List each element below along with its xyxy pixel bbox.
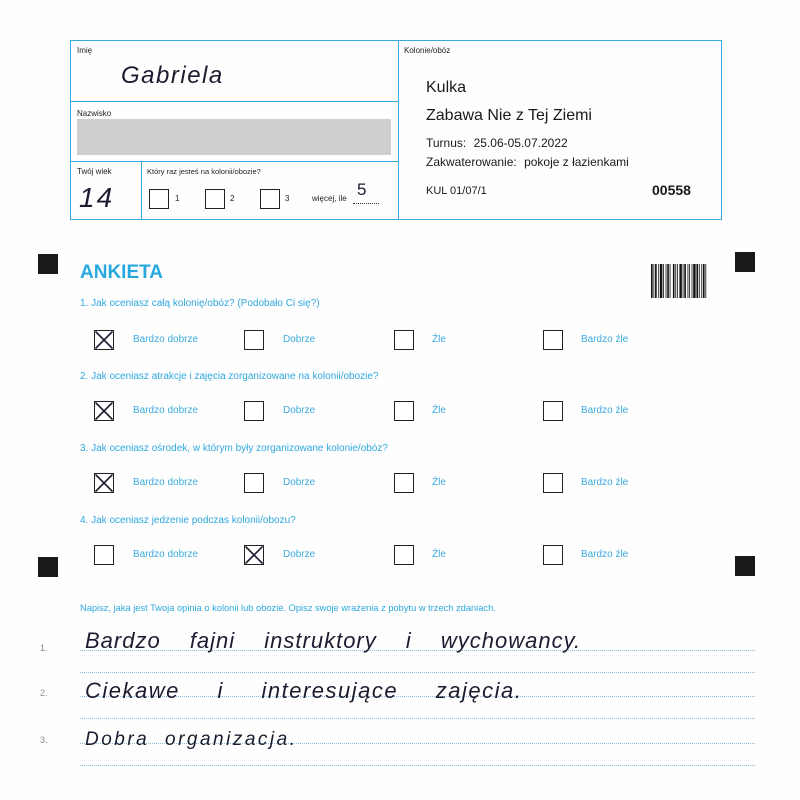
- check-mark-x: [243, 544, 265, 566]
- barcode-bar: [670, 264, 671, 298]
- option-very-bad-checkbox[interactable]: [543, 545, 563, 565]
- divider: [141, 161, 142, 219]
- writing-line: [80, 672, 755, 673]
- name-label: Imię: [77, 46, 93, 55]
- writing-line: [80, 765, 755, 766]
- visits-option-label: 3: [285, 194, 290, 203]
- option-bad-checkbox[interactable]: [394, 473, 414, 493]
- barcode-bar: [673, 264, 675, 298]
- registration-mark: [735, 252, 755, 272]
- barcode-bar: [696, 264, 698, 298]
- answer-text-2: Ciekawe i interesujące zajęcia.: [85, 678, 523, 703]
- answer-text-3: Dobra organizacja.: [85, 729, 298, 750]
- barcode-bar: [663, 264, 664, 298]
- registration-mark: [38, 254, 58, 274]
- opinion-prompt: Napisz, jaka jest Twoja opinia o kolonii lub obozie. Opisz swoje wrażenia z pobytu w trzech zdaniach.: [80, 603, 496, 613]
- redacted-surname: [77, 119, 391, 155]
- option-very-bad-checkbox[interactable]: [543, 330, 563, 350]
- option-good-label: Dobrze: [283, 549, 316, 560]
- answer-row-1: [0, 330, 800, 352]
- accommodation-label: Zakwaterowanie:: [426, 155, 517, 169]
- writing-line: [80, 718, 755, 719]
- option-good-label: Dobrze: [283, 405, 316, 416]
- age-label: Twój wiek: [77, 167, 112, 176]
- option-good-checkbox[interactable]: [244, 330, 264, 350]
- answer-number-2: 2.: [40, 688, 48, 698]
- barcode-bar: [679, 264, 681, 298]
- barcode-bar: [684, 264, 686, 298]
- option-very-good-label: Bardzo dobrze: [133, 549, 199, 560]
- option-very-good-checkbox[interactable]: [94, 401, 114, 421]
- camp-label: Kolonie/obóz: [404, 46, 451, 55]
- option-bad-label: Źle: [432, 334, 446, 345]
- barcode-bar: [699, 264, 700, 298]
- option-good-label: Dobrze: [283, 477, 316, 488]
- option-good-checkbox[interactable]: [244, 473, 264, 493]
- divider: [71, 101, 398, 102]
- option-very-bad-label: Bardzo źle: [581, 334, 629, 345]
- visits-option-label: 1: [175, 194, 180, 203]
- barcode-bar: [683, 264, 684, 298]
- camp-code: KUL 01/07/1: [426, 185, 487, 197]
- survey-title: ANKIETA: [80, 262, 164, 283]
- option-very-good-label: Bardzo dobrze: [133, 477, 199, 488]
- answer-row-2: [0, 401, 800, 423]
- check-mark-x: [93, 329, 115, 351]
- answer-row-3: [0, 473, 800, 495]
- answer-number-1: 1.: [40, 643, 48, 653]
- barcode-bar: [705, 264, 706, 298]
- option-very-good-label: Bardzo dobrze: [133, 334, 199, 345]
- question-1: 1. Jak oceniasz całą kolonię/obóz? (Podobało Ci się?): [80, 298, 320, 309]
- barcode-bar: [703, 264, 705, 298]
- divider: [71, 161, 398, 162]
- answer-text-1: Bardzo fajni instruktory i wychowancy.: [85, 628, 582, 653]
- option-bad-label: Źle: [432, 405, 446, 416]
- turnus-value: 25.06-05.07.2022: [473, 136, 568, 150]
- option-bad-checkbox[interactable]: [394, 545, 414, 565]
- option-good-checkbox[interactable]: [244, 401, 264, 421]
- option-very-bad-label: Bardzo źle: [581, 549, 629, 560]
- divider: [398, 41, 399, 219]
- barcode-bar: [667, 264, 669, 298]
- check-mark-x: [93, 400, 115, 422]
- option-very-good-label: Bardzo dobrze: [133, 405, 199, 416]
- visits-more-dotted-line: [353, 203, 379, 204]
- answer-number-3: 3.: [40, 735, 48, 745]
- participant-info-box: [70, 40, 722, 220]
- accommodation-value: pokoje z łazienkami: [524, 155, 629, 169]
- option-very-bad-label: Bardzo źle: [581, 477, 629, 488]
- visits-option-label: 2: [230, 194, 235, 203]
- barcode-bar: [693, 264, 695, 298]
- accommodation-line: [426, 155, 629, 169]
- name-value: Gabriela: [121, 62, 224, 89]
- form-number: 00558: [652, 182, 691, 198]
- barcode-bar: [658, 264, 659, 298]
- option-very-good-checkbox[interactable]: [94, 330, 114, 350]
- visits-checkbox-1[interactable]: [149, 189, 169, 209]
- turnus-label: Turnus:: [426, 136, 467, 150]
- visits-checkbox-2[interactable]: [205, 189, 225, 209]
- barcode-bar: [655, 264, 657, 298]
- option-very-bad-label: Bardzo źle: [581, 405, 629, 416]
- barcode-bar: [653, 264, 654, 298]
- camp-title: Zabawa Nie z Tej Ziemi: [426, 107, 592, 124]
- option-very-good-checkbox[interactable]: [94, 545, 114, 565]
- option-bad-label: Źle: [432, 549, 446, 560]
- age-value: 14: [79, 182, 115, 213]
- barcode-bar: [701, 264, 702, 298]
- barcode-bar: [666, 264, 667, 298]
- barcode-bar: [692, 264, 693, 298]
- option-very-bad-checkbox[interactable]: [543, 401, 563, 421]
- question-2: 2. Jak oceniasz atrakcje i zajęcia zorganizowane na kolonii/obozie?: [80, 371, 379, 382]
- question-4: 4. Jak oceniasz jedzenie podczas kolonii/obozu?: [80, 515, 296, 526]
- surname-label: Nazwisko: [77, 109, 112, 118]
- option-bad-checkbox[interactable]: [394, 330, 414, 350]
- turnus-line: [426, 136, 568, 150]
- barcode-bar: [677, 264, 678, 298]
- barcode: [651, 264, 707, 298]
- barcode-bar: [651, 264, 653, 298]
- option-very-good-checkbox[interactable]: [94, 473, 114, 493]
- barcode-bar: [688, 264, 689, 298]
- option-bad-checkbox[interactable]: [394, 401, 414, 421]
- barcode-bar: [689, 264, 690, 298]
- answer-row-4: [0, 545, 800, 567]
- option-good-label: Dobrze: [283, 334, 316, 345]
- visits-checkbox-3[interactable]: [260, 189, 280, 209]
- option-very-bad-checkbox[interactable]: [543, 473, 563, 493]
- option-bad-label: Źle: [432, 477, 446, 488]
- check-mark-x: [93, 472, 115, 494]
- barcode-bar: [675, 264, 676, 298]
- visits-label: Który raz jesteś na kolonii/obozie?: [147, 167, 261, 176]
- barcode-bar: [660, 264, 662, 298]
- visits-more-value: 5: [357, 180, 367, 199]
- option-good-checkbox[interactable]: [244, 545, 264, 565]
- camp-name: Kulka: [426, 79, 467, 96]
- visits-more-label: więcej, ile: [312, 194, 347, 203]
- question-3: 3. Jak oceniasz ośrodek, w którym były zorganizowane kolonie/obóz?: [80, 443, 388, 454]
